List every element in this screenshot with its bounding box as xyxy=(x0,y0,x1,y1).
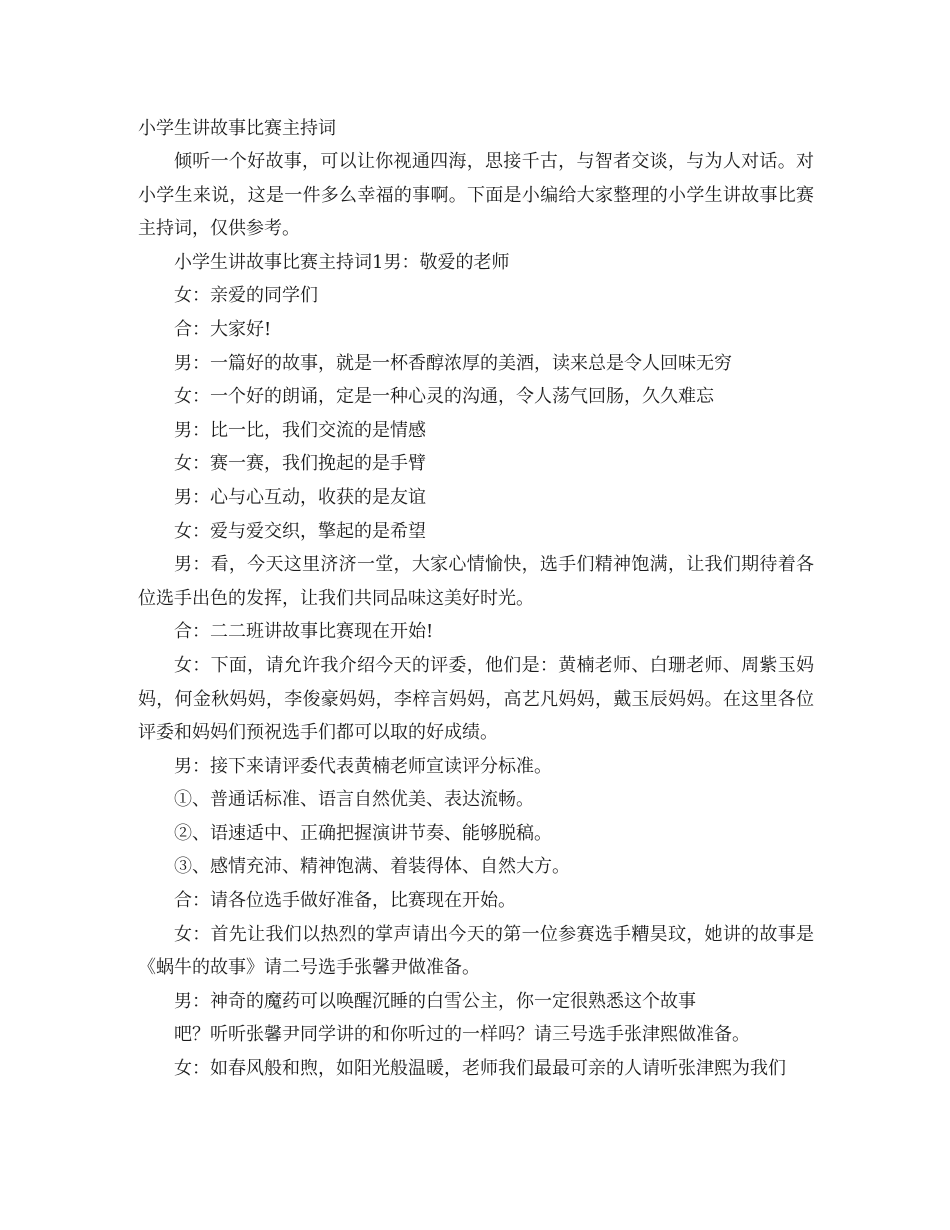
paragraph-line: 女：首先让我们以热烈的掌声请出今天的第一位参赛选手糟昊玟，她讲的故事是《蜗牛的故事》请二号选手张馨尹做准备。 xyxy=(138,923,814,979)
paragraph-line: 女：爱与爱交织，擎起的是希望 xyxy=(174,520,426,542)
paragraph-line: 女：赛一赛，我们挽起的是手臂 xyxy=(174,453,426,475)
paragraph-line: 男：一篇好的故事，就是一杯香醇浓厚的美酒，读来总是令人回味无穷 xyxy=(174,352,732,374)
paragraph-line: 合：二二班讲故事比赛现在开始! xyxy=(174,621,434,643)
document-page xyxy=(138,112,814,1086)
list-item: ②、语速适中、正确把握演讲节奏、能够脱稿。 xyxy=(174,822,552,844)
paragraph-line: 男：比一比，我们交流的是情感 xyxy=(174,419,426,441)
paragraph-line: 小学生讲故事比赛主持词1男：敬爱的老师 xyxy=(174,251,510,273)
paragraph-line: 合：大家好! xyxy=(174,318,272,340)
paragraph-line: 女：亲爱的同学们 xyxy=(174,285,318,307)
paragraph-line: 合：请各位选手做好准备，比赛现在开始。 xyxy=(174,890,516,912)
paragraph-intro: 倾听一个好故事，可以让你视通四海，思接千古，与智者交谈，与为人对话。对小学生来说，这是一件多么幸福的事啊。下面是小编给大家整理的小学生讲故事比赛主持词，仅供参考。 xyxy=(138,151,814,240)
paragraph-line: 男：神奇的魔药可以唤醒沉睡的白雪公主，你一定很熟悉这个故事 xyxy=(174,990,696,1012)
paragraph-line: 吧？听听张馨尹同学讲的和你听过的一样吗？请三号选手张津熙做准备。 xyxy=(174,1024,750,1046)
list-item: ③、感情充沛、精神饱满、着装得体、自然大方。 xyxy=(174,856,570,878)
paragraph-line: 男：心与心互动，收获的是友谊 xyxy=(174,486,426,508)
paragraph-line: 女：下面，请允许我介绍今天的评委，他们是：黄楠老师、白珊老师、周紫玉妈妈，何金秋妈妈，李俊豪妈妈，李梓言妈妈，高艺凡妈妈，戴玉辰妈妈。在这里各位评委和妈妈们预祝选手们都可以取的好成绩。 xyxy=(138,654,814,744)
paragraph-line: 男：看，今天这里济济一堂，大家心情愉快，选手们精神饱满，让我们期待着各位选手出色的发挥，让我们共同品味这美好时光。 xyxy=(138,554,814,609)
paragraph-line: 女：如春风般和煦，如阳光般温暖，老师我们最最可亲的人请听张津熙为我们 xyxy=(174,1058,786,1080)
paragraph-line: 男：接下来请评委代表黄楠老师宣读评分标准。 xyxy=(174,755,552,777)
document-title: 小学生讲故事比赛主持词 xyxy=(138,118,336,139)
paragraph-line: 女：一个好的朗诵，定是一种心灵的沟通，令人荡气回肠，久久难忘 xyxy=(174,386,714,408)
list-item: ①、普通话标准、语言自然优美、表达流畅。 xyxy=(174,789,534,811)
